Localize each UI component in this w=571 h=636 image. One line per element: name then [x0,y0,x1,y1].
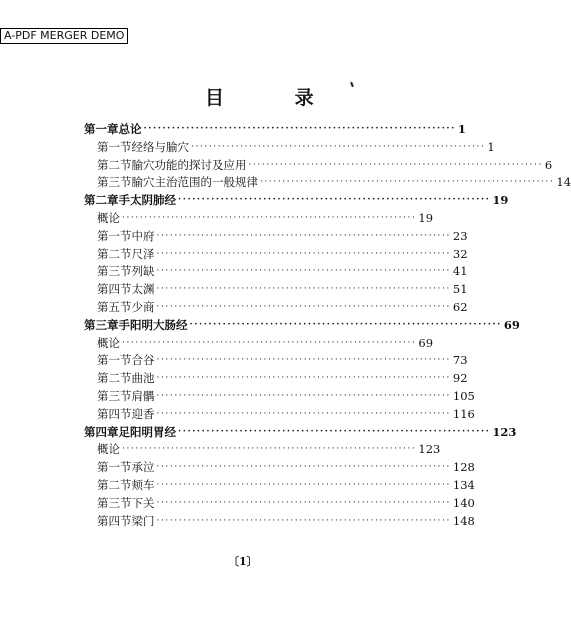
toc-entry-page: 73 [452,353,468,368]
toc-entry-number: 第一节 [97,228,132,243]
toc-dot-leader: ·································································· [156,515,451,526]
toc-dot-leader: ·································································· [178,195,491,206]
toc-section-row [97,352,468,368]
toc-entry-title: 手阳明大肠经 [118,317,188,332]
toc-dot-leader: ·································································· [248,159,543,170]
toc-section-row [97,406,475,422]
toc-entry-number: 第四节 [97,282,132,297]
toc-entry-page: 51 [452,282,468,297]
toc-section-row [97,495,475,511]
toc-overview-row [97,441,441,457]
toc-overview-row [97,335,434,351]
page-number: 〔1〕 [228,555,258,568]
toc-entry-title: 概论 [97,211,120,225]
toc-entry-page: 6 [544,157,553,172]
toc-entry-number: 第二节 [97,157,132,172]
toc-chapter-row [84,424,517,440]
toc-dot-leader: ·································································· [156,248,451,259]
toc-entry-number: 第三节 [97,175,132,190]
toc-entry-title: 迎香 [131,406,155,421]
toc-entry-number: 第四节 [97,513,132,528]
toc-section-row [97,139,495,155]
toc-section-row [97,281,468,297]
toc-entry-title: 合谷 [131,353,155,368]
toc-dot-leader: ·································································· [156,302,451,312]
toc-entry-title: 承泣 [131,460,155,475]
toc-entry-page: 148 [452,513,475,528]
toc-dot-leader: ·································································· [156,355,451,366]
toc-entry-title: 经络与腧穴 [131,139,189,154]
toc-dot-leader: ·································································· [156,266,451,277]
toc-dot-leader: ·································································· [189,319,502,330]
toc-entry-page: 14 [556,175,571,190]
toc-entry-title: 颊车 [131,478,155,492]
toc-entry-title: 曲池 [131,371,155,386]
toc-chapter-row [84,317,520,333]
toc-entry-number: 第四章 [84,424,119,439]
toc-section-row [97,263,468,279]
toc-entry-page: 140 [452,495,475,510]
toc-dot-leader: ·································································· [122,337,417,348]
toc-dot-leader: ·································································· [143,124,456,134]
toc-entry-title: 下关 [131,495,155,510]
watermark-label: A-PDF MERGER DEMO [0,28,128,44]
toc-entry-page: 134 [452,478,475,492]
toc-entry-number: 第二节 [97,246,132,261]
toc-dot-leader: ·································································· [191,141,486,152]
print-speck [350,82,354,87]
toc-entry-page: 123 [492,424,517,439]
toc-entry-number: 第一章 [84,122,119,136]
toc-chapter-row [84,121,466,137]
toc-entry-number: 第五节 [97,300,132,314]
toc-dot-leader: ·································································· [156,408,451,419]
toc-dot-leader: ·································································· [156,391,451,401]
toc-dot-leader: ·································································· [156,480,451,490]
toc-section-row [97,459,475,475]
toc-entry-page: 69 [418,335,434,350]
toc-dot-leader: ·································································· [178,426,491,437]
toc-entry-title: 尺泽 [131,246,155,261]
toc-entry-page: 23 [452,228,468,243]
toc-overview-row [97,210,434,226]
toc-entry-title: 总论 [118,122,142,136]
toc-entry-number: 第一节 [97,353,132,368]
toc-section-row [97,388,475,404]
toc-entry-page: 62 [452,300,468,314]
toc-section-row [97,174,571,190]
toc-entry-page: 92 [452,371,468,386]
toc-dot-leader: ·································································· [122,444,417,455]
page-title: 目 录 [205,87,346,109]
toc-dot-leader: ·································································· [122,213,417,223]
toc-entry-number: 第三节 [97,389,132,403]
toc-dot-leader: ·································································· [156,462,451,473]
toc-dot-leader: ·································································· [156,284,451,295]
toc-entry-page: 19 [418,211,434,225]
toc-dot-leader: ·································································· [260,177,555,188]
toc-entry-title: 腧穴主治范围的一般规律 [131,175,258,190]
toc-entry-title: 腧穴功能的探讨及应用 [131,157,247,172]
toc-entry-number: 第三节 [97,264,132,279]
toc-entry-page: 123 [418,442,441,457]
toc-entry-number: 第一节 [97,139,132,154]
toc-entry-title: 梁门 [131,513,155,528]
toc-entry-page: 105 [452,389,475,403]
toc-entry-title: 少商 [131,300,155,314]
toc-entry-title: 中府 [131,228,155,243]
toc-section-row [97,228,468,244]
toc-entry-page: 128 [452,460,475,475]
toc-entry-page: 116 [452,406,475,421]
toc-entry-title: 概论 [97,442,120,457]
toc-entry-title: 概论 [97,335,120,350]
toc-entry-title: 手太阴肺经 [118,193,176,208]
toc-dot-leader: ·································································· [156,497,451,508]
toc-entry-number: 第一节 [97,460,132,475]
toc-section-row [97,477,475,493]
toc-entry-title: 列缺 [131,264,155,279]
toc-section-row [97,513,475,529]
toc-section-row [97,246,468,262]
toc-entry-number: 第二节 [97,371,132,386]
toc-entry-page: 19 [492,193,509,208]
toc-entry-page: 1 [487,139,495,154]
toc-entry-page: 32 [452,246,468,261]
toc-entry-page: 1 [457,122,466,136]
toc-entry-number: 第二章 [84,193,119,208]
toc-section-row [97,157,553,173]
toc-entry-title: 太渊 [131,282,155,297]
toc-entry-number: 第三节 [97,495,132,510]
toc-entry-page: 41 [452,264,468,279]
toc-dot-leader: ·································································· [156,373,451,384]
toc-section-row [97,370,468,386]
toc-entry-number: 第四节 [97,406,132,421]
toc-entry-page: 69 [503,317,520,332]
toc-entry-number: 第二节 [97,478,132,492]
toc-dot-leader: ·································································· [156,230,451,241]
toc-entry-number: 第三章 [84,317,119,332]
toc-entry-title: 足阳明胃经 [118,424,176,439]
toc-entry-title: 肩髃 [131,389,155,403]
toc-chapter-row [84,192,509,208]
toc-section-row [97,299,468,315]
